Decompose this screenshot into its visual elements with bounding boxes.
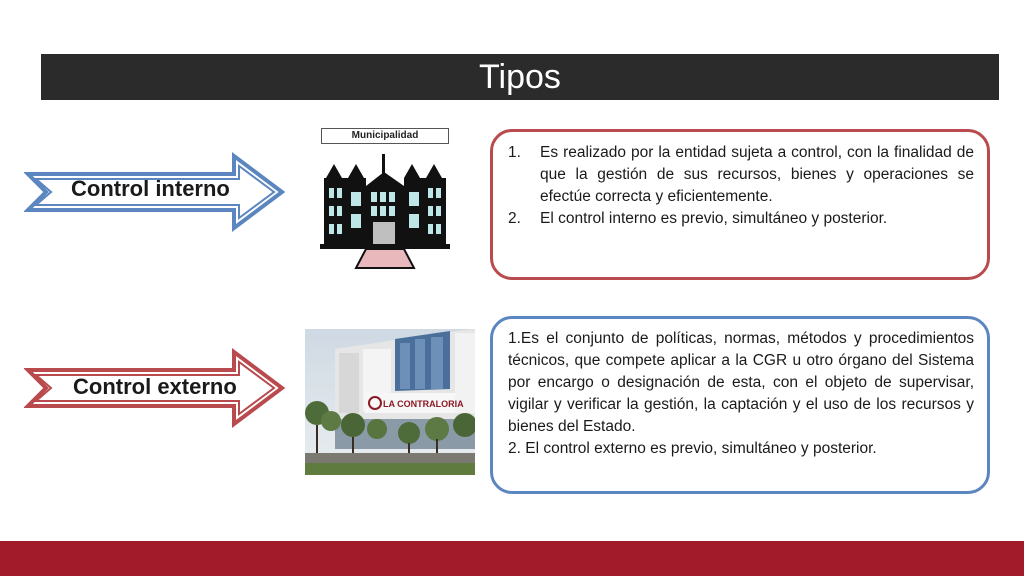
list-text: El control interno es previo, simultáneo y posterior. [540, 210, 888, 227]
footer-bar [0, 541, 1024, 576]
list-item [508, 142, 974, 208]
slide-title: Tipos [479, 58, 561, 96]
contraloria-building-photo [305, 329, 475, 475]
external-arrow-label: Control externo [73, 374, 237, 399]
internal-list [508, 142, 974, 230]
list-item: 1.Es el conjunto de políticas, normas, métodos y procedimientos técnicos, que compete aplicar a la CGR u otro órgano del Sistema por encargo o designación de esta, con el objeto de supervisar, vigilar y verificar la gestión, la captación y el uso de los recursos y bienes del Estado. [508, 330, 974, 435]
municipality-label: Municipalidad [321, 128, 449, 144]
list-number: 2. [508, 210, 521, 227]
building-sign: LA CONTRALORIA [383, 399, 464, 409]
internal-arrow-label: Control interno [71, 176, 230, 201]
external-list [508, 328, 974, 460]
list-number: 1. [508, 144, 521, 161]
municipal-building-icon [318, 152, 452, 270]
title-bar [41, 54, 999, 100]
list-text: Es realizado por la entidad sujeta a control, con la finalidad de que la gestión de sus recursos, bienes y operaciones se efectúe correcta y eficientemente. [540, 144, 974, 205]
list-item: 2. El control externo es previo, simultáneo y posterior. [508, 440, 877, 457]
list-item [508, 208, 974, 230]
